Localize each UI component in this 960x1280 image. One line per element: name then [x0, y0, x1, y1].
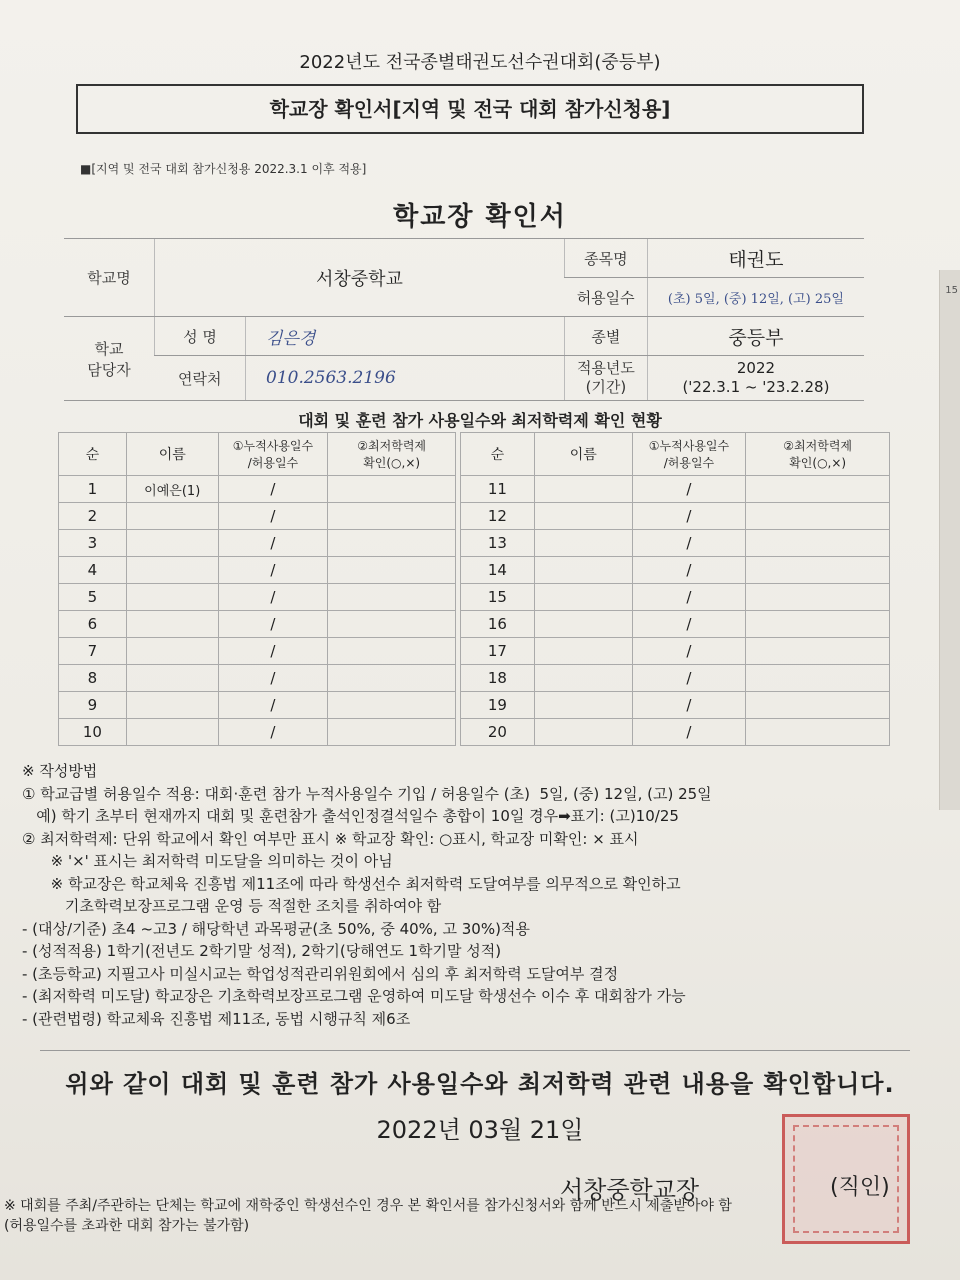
row-number-cell: 8 [59, 665, 127, 692]
days-used-cell: / [218, 557, 328, 584]
row-number-cell: 4 [59, 557, 127, 584]
student-name-cell [126, 503, 218, 530]
table-row [461, 665, 890, 692]
apply-year-value: 2022 [736, 359, 776, 377]
sport-label: 종목명 [564, 239, 647, 278]
student-name-cell [126, 584, 218, 611]
instruction-line: 예) 학기 초부터 현재까지 대회 및 훈련참가 출석인정결석일수 총합이 10일 경우➡표기: (고)10/25 [22, 807, 679, 825]
min-academic-check-cell [746, 611, 890, 638]
min-academic-check-cell [328, 692, 456, 719]
table-row [461, 584, 890, 611]
col-header-check: ②최저학력제 확인(○,×) [328, 433, 456, 476]
days-used-cell: / [218, 476, 328, 503]
student-name-cell [534, 476, 632, 503]
apply-period-value: ('22.3.1 ~ '23.2.28) [682, 378, 830, 396]
min-academic-check-cell [746, 665, 890, 692]
edge-page-number: 15 [945, 285, 958, 296]
table-row [461, 557, 890, 584]
student-name-cell [126, 665, 218, 692]
division-label: 종별 [564, 317, 647, 356]
row-number-cell: 3 [59, 530, 127, 557]
col-header-days: ①누적사용일수 /허용일수 [632, 433, 746, 476]
student-name-cell [534, 719, 632, 746]
student-name-cell [126, 530, 218, 557]
usage-log-table-left [58, 432, 456, 746]
days-used-cell: / [218, 692, 328, 719]
days-used-cell: / [632, 719, 746, 746]
days-used-cell: / [632, 611, 746, 638]
manager-name-value: 김은경 [246, 317, 565, 356]
min-academic-check-cell [328, 476, 456, 503]
adjacent-page-edge [939, 270, 960, 810]
min-academic-check-cell [746, 584, 890, 611]
table-row [59, 665, 456, 692]
rule-note: ■[지역 및 전국 대회 참가신청용 2022.3.1 이후 적용] [80, 162, 367, 176]
min-academic-check-cell [328, 665, 456, 692]
days-used-cell: / [632, 584, 746, 611]
issue-date: 2022년 03월 21일 [376, 1116, 584, 1144]
col-header-days: ①누적사용일수 /허용일수 [218, 433, 328, 476]
student-name-cell [126, 611, 218, 638]
row-number-cell: 6 [59, 611, 127, 638]
student-name-cell [534, 584, 632, 611]
apply-year-cell [647, 356, 864, 401]
seal-label: (직인) [830, 1175, 890, 1200]
days-used-cell: / [218, 503, 328, 530]
table-row [59, 503, 456, 530]
instruction-line: ② 최저학력제: 단위 학교에서 확인 여부만 표시 ※ 학교장 확인: ○표시, 학교장 미확인: × 표시 [22, 829, 639, 848]
days-used-cell: / [632, 665, 746, 692]
school-name-label: 학교명 [64, 239, 155, 317]
min-academic-check-cell [746, 638, 890, 665]
usage-log-table-right [460, 432, 890, 746]
writing-instructions [22, 760, 922, 1030]
days-used-cell: / [632, 557, 746, 584]
min-academic-check-cell [328, 638, 456, 665]
instruction-line: ① 학교급별 허용일수 적용: 대회·훈련 참가 누적사용일수 기입 / 허용일수 (초) 5일, (중) 12일, (고) 25일 [22, 784, 712, 803]
min-academic-check-cell [746, 719, 890, 746]
student-name-cell [126, 557, 218, 584]
student-name-cell [534, 503, 632, 530]
table-row [461, 530, 890, 557]
footer-line: (허용일수를 초과한 대회 참가는 불가함) [4, 1218, 250, 1234]
table-row [461, 692, 890, 719]
footer-note [4, 1196, 732, 1236]
allowed-days-value: (초) 5일, (중) 12일, (고) 25일 [647, 278, 864, 317]
row-number-cell: 18 [461, 665, 535, 692]
confirmation-statement: 위와 같이 대회 및 훈련 참가 사용일수와 최저학력 관련 내용을 확인합니다. [65, 1070, 895, 1098]
row-number-cell: 10 [59, 719, 127, 746]
min-academic-check-cell [328, 584, 456, 611]
table-row [59, 692, 456, 719]
student-name-cell: 이예은(1) [126, 476, 218, 503]
days-used-cell: / [218, 584, 328, 611]
days-used-cell: / [632, 692, 746, 719]
row-number-cell: 13 [461, 530, 535, 557]
row-number-cell: 11 [461, 476, 535, 503]
min-academic-check-cell [328, 611, 456, 638]
footer-line: ※ 대회를 주최/주관하는 단체는 학교에 재학중인 학생선수인 경우 본 확인서를 참가신청서와 함께 반드시 제출받아야 함 [4, 1198, 732, 1214]
instruction-line: ※ 학교장은 학교체육 진흥법 제11조에 따라 학생선수 최저학력 도달여부를 의무적으로 확인하고 [22, 874, 681, 893]
instruction-line: 기초학력보장프로그램 운영 등 적절한 조치를 취하여야 함 [22, 897, 442, 915]
form-title-box: 학교장 확인서[지역 및 전국 대회 참가신청용] [76, 84, 864, 134]
student-name-cell [126, 638, 218, 665]
school-info-table [64, 238, 864, 401]
instruction-line: - (초등학교) 지필고사 미실시교는 학업성적관리위원회에서 심의 후 최저학력 도달여부 결정 [22, 964, 619, 983]
school-name-value: 서창중학교 [155, 239, 565, 317]
table-row [59, 584, 456, 611]
col-header-no: 순 [59, 433, 127, 476]
student-name-cell [534, 638, 632, 665]
table-row [461, 638, 890, 665]
student-name-cell [534, 611, 632, 638]
contact-value: 010.2563.2196 [246, 356, 565, 401]
student-name-cell [534, 692, 632, 719]
sport-value: 태권도 [647, 239, 864, 278]
instruction-line: - (최저학력 미도달) 학교장은 기초학력보장프로그램 운영하여 미도달 학생선수 이수 후 대회참가 가능 [22, 987, 686, 1005]
allowed-days-label: 허용일수 [564, 278, 647, 317]
divider [40, 1050, 910, 1051]
days-used-cell: / [632, 638, 746, 665]
principal-name: 서창중학교장 [560, 1176, 700, 1204]
contact-label: 연락처 [155, 356, 246, 401]
instruction-line: - (관련법령) 학교체육 진흥법 제11조, 동법 시행규칙 제6조 [22, 1009, 411, 1028]
table-row [461, 719, 890, 746]
row-number-cell: 19 [461, 692, 535, 719]
table-row [59, 719, 456, 746]
row-number-cell: 17 [461, 638, 535, 665]
apply-year-label: 적용년도 (기간) [564, 356, 647, 401]
min-academic-check-cell [328, 719, 456, 746]
table-row [59, 611, 456, 638]
table-row [59, 638, 456, 665]
division-value: 중등부 [647, 317, 864, 356]
days-used-cell: / [632, 530, 746, 557]
table-row [59, 530, 456, 557]
row-number-cell: 7 [59, 638, 127, 665]
student-name-cell [534, 557, 632, 584]
min-academic-check-cell [746, 530, 890, 557]
min-academic-check-cell [328, 503, 456, 530]
table-row [461, 476, 890, 503]
student-name-cell [534, 665, 632, 692]
min-academic-check-cell [328, 557, 456, 584]
col-header-check: ②최저학력제 확인(○,×) [746, 433, 890, 476]
row-number-cell: 20 [461, 719, 535, 746]
instruction-line: ※ '×' 표시는 최저학력 미도달을 의미하는 것이 아님 [22, 852, 393, 870]
col-header-name: 이름 [534, 433, 632, 476]
days-used-cell: / [218, 530, 328, 557]
min-academic-check-cell [746, 503, 890, 530]
competition-header: 2022년도 전국종별태권도선수권대회(중등부) [299, 52, 661, 73]
min-academic-check-cell [746, 557, 890, 584]
days-used-cell: / [632, 503, 746, 530]
min-academic-check-cell [746, 692, 890, 719]
log-section-title: 대회 및 훈련 참가 사용일수와 최저학력제 확인 현황 [298, 411, 662, 430]
table-row [461, 611, 890, 638]
row-number-cell: 16 [461, 611, 535, 638]
instruction-line: - (대상/기준) 초4 ~고3 / 해당학년 과목평균(초 50%, 중 40%, 고 30%)적용 [22, 919, 530, 938]
row-number-cell: 2 [59, 503, 127, 530]
table-row [59, 476, 456, 503]
row-number-cell: 5 [59, 584, 127, 611]
table-row [461, 503, 890, 530]
row-number-cell: 14 [461, 557, 535, 584]
days-used-cell: / [218, 638, 328, 665]
row-number-cell: 1 [59, 476, 127, 503]
student-name-cell [534, 530, 632, 557]
min-academic-check-cell [746, 476, 890, 503]
student-name-cell [126, 719, 218, 746]
instruction-line: - (성적적용) 1학기(전년도 2학기말 성적), 2학기(당해연도 1학기말 성적) [22, 942, 502, 960]
manager-label: 학교 담당자 [64, 317, 155, 401]
table-row [59, 557, 456, 584]
min-academic-check-cell [328, 530, 456, 557]
days-used-cell: / [632, 476, 746, 503]
days-used-cell: / [218, 611, 328, 638]
days-used-cell: / [218, 719, 328, 746]
col-header-name: 이름 [126, 433, 218, 476]
instruction-line: ※ 작성방법 [22, 762, 98, 780]
col-header-no: 순 [461, 433, 535, 476]
row-number-cell: 15 [461, 584, 535, 611]
student-name-cell [126, 692, 218, 719]
document-title: 학교장 확인서 [393, 202, 567, 232]
days-used-cell: / [218, 665, 328, 692]
manager-name-label: 성 명 [155, 317, 246, 356]
row-number-cell: 12 [461, 503, 535, 530]
row-number-cell: 9 [59, 692, 127, 719]
